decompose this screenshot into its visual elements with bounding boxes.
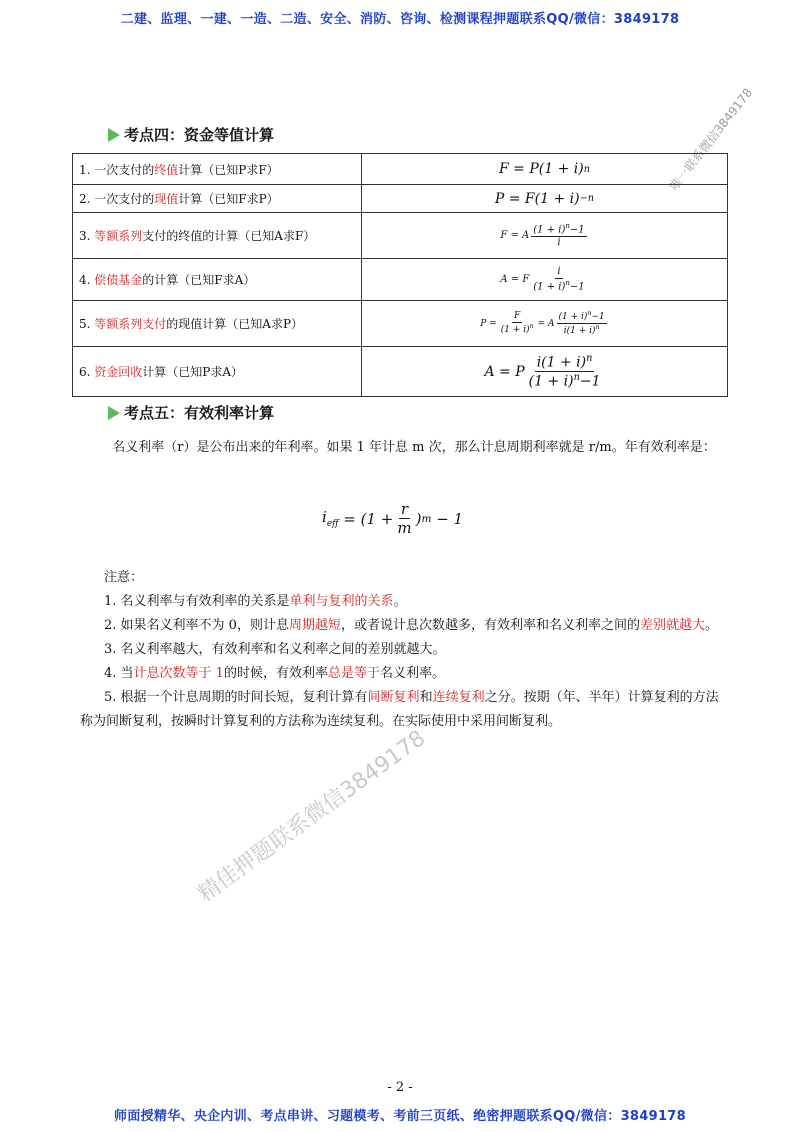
table-row (73, 259, 728, 301)
formula-table (72, 153, 728, 397)
center-watermark: 精佳押题联系微信3849178 (193, 725, 431, 908)
bottom-banner: 师面授精华、央企内训、考点串讲、习题模考、考前三页纸、绝密押题联系QQ/微信：3849178 (114, 1109, 686, 1124)
top-banner: 二建、监理、一建、一造、二造、安全、消防、咨询、检测课程押题联系QQ/微信：3849178 (120, 12, 680, 27)
notes-block (80, 566, 728, 734)
row-formula: P = F(1 + i) −n (362, 185, 728, 213)
row-formula: F = A $\frac{(1 + i)^n-1}{i}$ (362, 213, 728, 259)
row-formula: A = P $\frac{i(1 + i)^n}{(1 + i)^n-1}$ (362, 347, 728, 397)
section4-title: 考点四：资金等值计算 (124, 126, 275, 144)
table-row (73, 301, 728, 347)
side-watermark: 唯一联系微信3849178 (666, 85, 756, 194)
table-row (73, 154, 728, 185)
table-row (73, 347, 728, 397)
triangle-bullet-icon (108, 128, 120, 142)
row-description: 2. 一次支付的现值计算（已知F求P） (73, 185, 362, 213)
row-description: 1. 一次支付的终值计算（已知P求F） (73, 154, 362, 185)
row-formula: P = $\frac{F}{(1 + i)^n}$ = A $\frac{(1 + i)^n-1}{i(1 + i)^n}$ (362, 301, 728, 347)
note-item: 3. 名义利率越大，有效利率和名义利率之间的差别就越大。 (104, 642, 446, 657)
section5-title: 考点五：有效利率计算 (124, 404, 275, 422)
table-row (73, 185, 728, 213)
effective-rate-formula: $i_{eff}$ = (1 + $\frac{r}{m}$ ) m − 1 (322, 500, 464, 537)
row-formula: F = P(1 + i) n (362, 154, 728, 185)
row-description: 5. 等额系列支付的现值计算（已知A求P） (73, 301, 362, 347)
note-item: 4. 当计息次数等于 1的时候，有效利率总是等于名义利率。 (104, 666, 445, 681)
triangle-bullet-icon (108, 406, 120, 420)
section4-heading (108, 124, 274, 145)
page-number: - 2 - (387, 1080, 413, 1095)
note-item: 5. 根据一个计息周期的时间长短，复利计算有间断复利和连续复利之分。按期（年、半年）计算复利的方法称为间断复利，按瞬时计算复利的方法称为连续复利。在实际使用中采用间断复利。 (80, 690, 719, 729)
table-row (73, 213, 728, 259)
row-formula: A = F $\frac{i}{(1 + i)^n-1}$ (362, 259, 728, 301)
notes-title: 注意： (104, 570, 144, 585)
section5-heading (108, 402, 274, 423)
note-item: 2. 如果名义利率不为 0，则计息周期越短，或者说计息次数越多，有效利率和名义利率之间的差别就越大。 (104, 618, 719, 633)
row-description: 3. 等额系列支付的终值的计算（已知A求F） (73, 213, 362, 259)
row-description: 6. 资金回收计算（已知P求A） (73, 347, 362, 397)
row-description: 4. 偿债基金的计算（已知F求A） (73, 259, 362, 301)
intro-paragraph: 名义利率（r）是公布出来的年利率。如果 1 年计息 m 次，那么计息周期利率就是 r/m。年有效利率是： (112, 440, 716, 455)
note-item: 1. 名义利率与有效利率的关系是单利与复利的关系。 (104, 594, 407, 609)
